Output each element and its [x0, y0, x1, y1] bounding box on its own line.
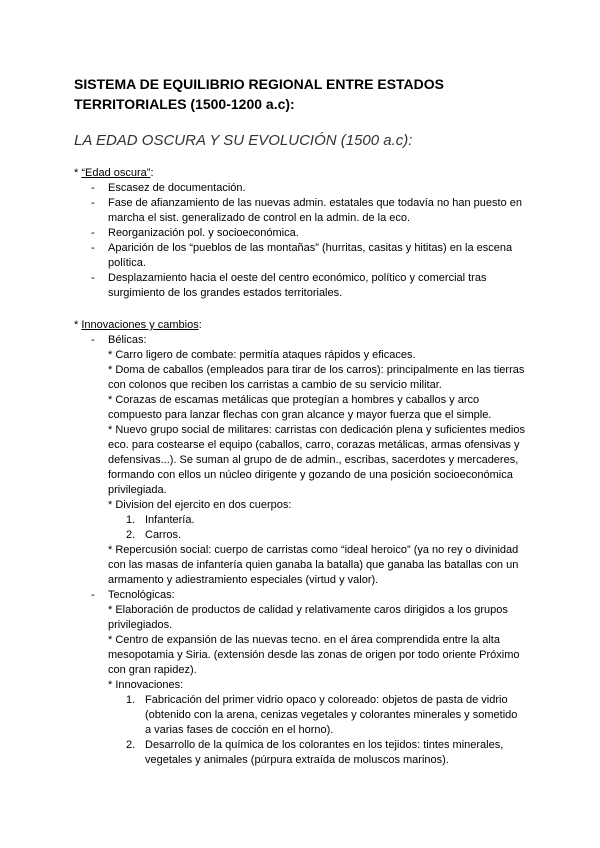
category-label: Tecnológicas:: [108, 589, 175, 601]
section-edad-oscura-heading: [74, 166, 154, 181]
list-item: 1. Fabricación del primer vidrio opaco y coloreado: objetos de pasta de vidrio (obtenido con la arena, cenizas vegetales y colorantes minerales y sometido a varias fases de cocción en el horno).: [126, 694, 518, 736]
list-item: - Aparición de los “pueblos de las montañas” (hurritas, casitas y hititas) en la escena política.: [91, 242, 513, 269]
ejercito-list: [126, 513, 426, 543]
paragraph: * Centro de expansión de las nuevas tecno. en el área comprendida entre la alta mesopotamia y Siria. (extensión desde las zonas de origen por todo oriente Próximo con gran rapidez).: [108, 634, 520, 676]
paragraph: * Doma de caballos (empleados para tirar de los carros): principalmente en las tierras con colonos que reciben los carristas a cambio de su servicio militar.: [108, 364, 525, 391]
heading-text: “Edad oscura”: [81, 167, 151, 179]
paragraph: * Corazas de escamas metálicas que protegían a hombres y caballos y arco compuesto para lanzar flechas con gran alcance y mayor fuerza que el simple.: [108, 394, 492, 421]
innovaciones-list: [126, 693, 526, 768]
list-item: 2. Carros.: [126, 529, 182, 541]
paragraph: * Innovaciones:: [108, 679, 184, 691]
heading-prefix: *: [74, 319, 82, 331]
paragraph: * Carro ligero de combate: permitía ataques rápidos y eficaces.: [108, 349, 416, 361]
list-item: 1. Infantería.: [126, 514, 195, 526]
category-belicas: - Bélicas:: [91, 334, 147, 346]
list-item: - Escasez de documentación.: [91, 182, 246, 194]
edad-oscura-list: [91, 181, 531, 301]
section-innovaciones-heading: [74, 318, 202, 333]
document-title: SISTEMA DE EQUILIBRIO REGIONAL ENTRE ESTADOS TERRITORIALES (1500-1200 a.c):: [74, 76, 444, 112]
paragraph: * Division del ejercito en dos cuerpos:: [108, 499, 292, 511]
list-item: - Fase de afianzamiento de las nuevas admin. estatales que todavía no han puesto en marcha el sist. generalizado de control en la admin. de la eco.: [91, 197, 523, 224]
heading-prefix: *: [74, 167, 82, 179]
heading-suffix: :: [150, 167, 154, 179]
category-tecnologicas: - Tecnológicas:: [91, 589, 175, 601]
paragraph: * Nuevo grupo social de militares: carristas con dedicación plena y suficientes medios eco. para costearse el equipo (caballos, carro, corazas metálicas, armas ofensivas y defensivas...). Se suman al grupo de de admin., escribas, sacerdotes y mercaderes, formando con ellos un núcleo dirigente y gozando de una posición socioeconómica privilegiada.: [108, 424, 525, 496]
list-item: - Reorganización pol. y socioeconómica.: [91, 227, 299, 239]
category-label: Bélicas:: [108, 334, 147, 346]
list-item: 2. Desarrollo de la química de los colorantes en los tejidos: tintes minerales, vegetales y animales (púrpura extraída de moluscos marinos).: [126, 739, 504, 766]
list-item: - Desplazamiento hacia el oeste del centro económico, político y comercial tras surgimiento de los grandes estados territoriales.: [91, 272, 487, 299]
heading-text: Innovaciones y cambios: [81, 319, 199, 331]
paragraph: * Repercusión social: cuerpo de carristas como “ideal heroico” (ya no rey o divinidad con las masas de infantería quien ganaba la batalla) que ganaba las batallas con un armamento y adiestramiento especiales (virtud y valor).: [108, 544, 519, 586]
paragraph: * Elaboración de productos de calidad y relativamente caros dirigidos a los grupos privilegiados.: [108, 604, 508, 631]
section-subtitle: LA EDAD OSCURA Y SU EVOLUCIÓN (1500 a.c):: [74, 132, 413, 149]
heading-suffix: :: [198, 319, 202, 331]
